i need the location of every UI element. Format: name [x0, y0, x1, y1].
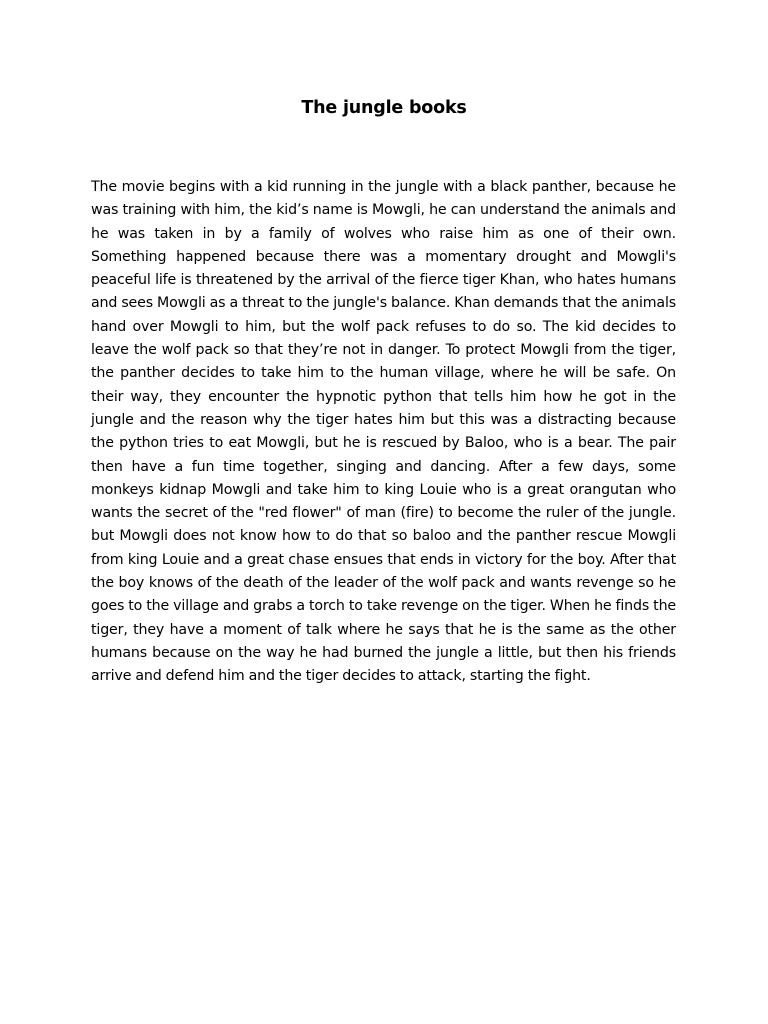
document-body-paragraph: The movie begins with a kid running in the jungle with a black panther, because he was training with him, the kid’s name is Mowgli, he can understand the animals and he was taken in by a family of wolves who raise him as one of their own. Something happened because there was a momentary drought and Mowgli's peaceful life is threatened by the arrival of the fierce tiger Khan, who hates humans and sees Mowgli as a threat to the jungle's balance. Khan demands that the animals hand over Mowgli to him, but the wolf pack refuses to do so. The kid decides to leave the wolf pack so that they’re not in danger. To protect Mowgli from the tiger, the panther decides to take him to the human village, where he will be safe. On their way, they encounter the hypnotic python that tells him how he got in the jungle and the reason why the tiger hates him but this was a distracting because the python tries to eat Mowgli, but he is rescued by Baloo, who is a bear. The pair then have a fun time together, singing and dancing. After a few days, some monkeys kidnap Mowgli and take him to king Louie who is a great orangutan who wants the secret of the "red flower" of man (fire) to become the ruler of the jungle. but Mowgli does not know how to do that so baloo and the panther rescue Mowgli from king Louie and a great chase ensues that ends in victory for the boy. After that the boy knows of the death of the leader of the wolf pack and wants revenge so he goes to the village and grabs a torch to take revenge on the tiger. When he finds the tiger, they have a moment of talk where he says that he is the same as the other humans because on the way he had burned the jungle a little, but then his friends arrive and defend him and the tiger decides to attack, starting the fight. — [91, 179, 689, 685]
document-title: The jungle books — [301, 98, 467, 118]
